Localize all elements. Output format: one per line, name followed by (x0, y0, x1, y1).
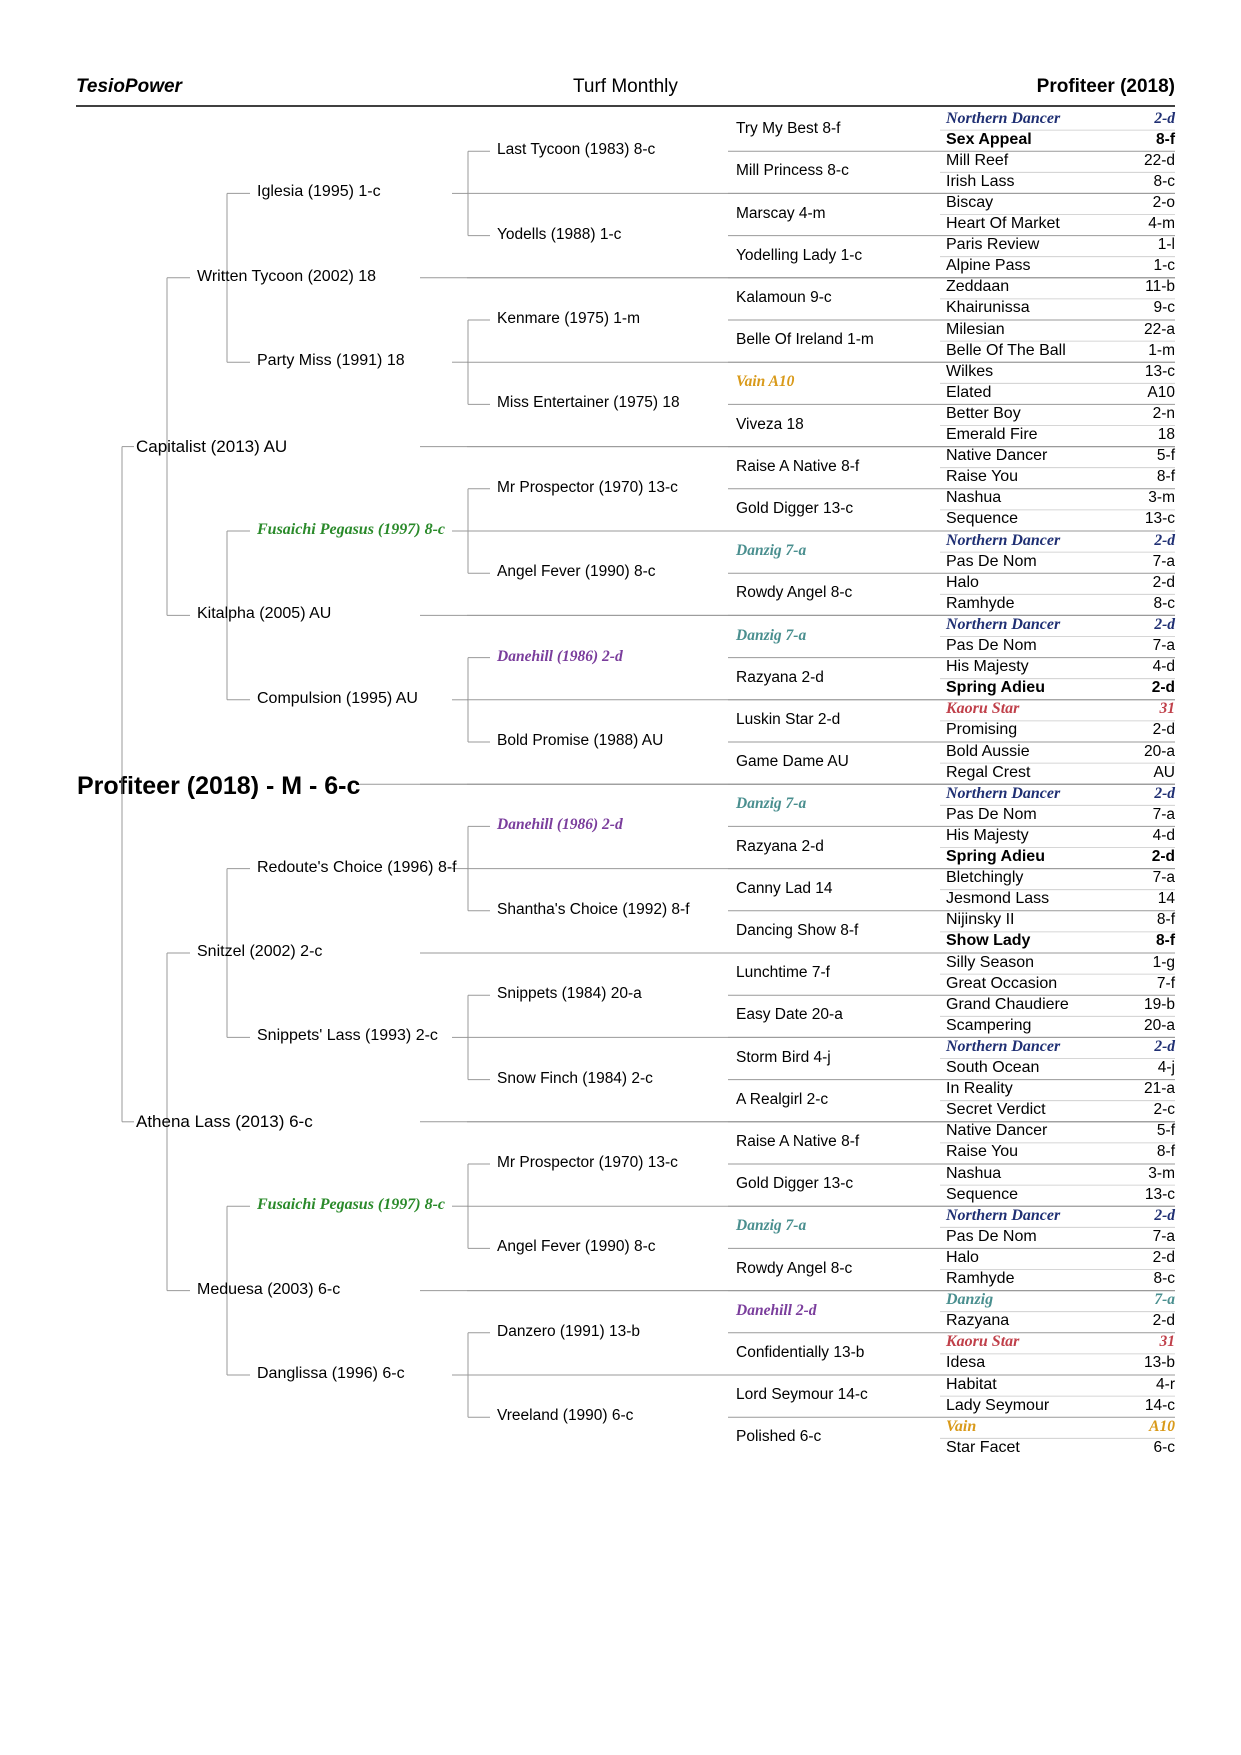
ancestor-gen4: Kenmare (1975) 1-m (497, 310, 641, 327)
ancestor-gen6: Zeddaan (946, 278, 1010, 296)
ancestor-gen6: Star Facet (946, 1438, 1020, 1456)
family-number: 2-n (1152, 404, 1175, 422)
ancestor-gen5: Confidentially 13-b (736, 1343, 865, 1361)
family-number: 2-d (1154, 784, 1175, 802)
ancestor-gen6: Elated (946, 383, 992, 401)
ancestor-gen6: Regal Crest (946, 763, 1031, 781)
ancestor-gen5: Raise A Native 8-f (736, 1132, 860, 1150)
family-number: 8-c (1153, 594, 1175, 612)
ancestor-gen6: Alpine Pass (946, 257, 1031, 275)
ancestor-gen5: Lunchtime 7-f (736, 964, 830, 982)
family-number: AU (1153, 763, 1175, 781)
family-number: 1-l (1157, 236, 1175, 254)
family-number: 4-d (1152, 826, 1175, 844)
subject-horse: Profiteer (2018) - M - 6-c (77, 772, 361, 800)
ancestor-gen3: Snippets' Lass (1993) 2-c (257, 1027, 438, 1045)
family-number: 13-b (1143, 1354, 1175, 1372)
ancestor-gen6: Kaoru Star (946, 700, 1020, 718)
family-number: 6-c (1153, 1438, 1175, 1456)
ancestor-gen6: Great Occasion (946, 974, 1058, 992)
ancestor-gen5: Luskin Star 2-d (736, 710, 841, 728)
ancestor-gen6: His Majesty (946, 658, 1029, 676)
ancestor-gen6: Mill Reef (946, 151, 1009, 169)
family-number: 8-f (1156, 468, 1175, 486)
family-number: A10 (1149, 1417, 1175, 1435)
ancestor-gen4: Shantha's Choice (1992) 8-f (497, 900, 690, 918)
family-number: 7-a (1154, 1291, 1175, 1309)
ancestor-gen6: Bold Aussie (946, 742, 1030, 760)
ancestor-gen3: Fusaichi Pegasus (1997) 8-c (257, 521, 445, 538)
ancestor-gen4: Snow Finch (1984) 2-c (497, 1069, 653, 1087)
family-number: A10 (1147, 383, 1175, 401)
ancestor-gen5: Storm Bird 4-j (736, 1048, 831, 1066)
ancestor-gen5: Razyana 2-d (736, 837, 824, 855)
family-number: 2-d (1154, 1206, 1175, 1224)
ancestor-gen6: Sex Appeal (946, 130, 1032, 148)
family-number: 7-a (1152, 637, 1175, 655)
ancestor-gen4: Yodells (1988) 1-c (497, 225, 622, 243)
family-number: 2-d (1154, 531, 1175, 549)
ancestor-gen6: Northern Dancer (946, 1206, 1061, 1224)
ancestor-gen5: Easy Date 20-a (736, 1006, 843, 1024)
family-number: 2-o (1152, 193, 1175, 211)
family-number: 9-c (1153, 299, 1175, 317)
ancestor-gen6: Northern Dancer (946, 615, 1061, 633)
ancestor-gen6: Native Dancer (946, 447, 1048, 465)
ancestor-gen6: Halo (946, 1248, 979, 1266)
ancestor-gen6: Raise You (946, 468, 1019, 486)
ancestor-gen5: Razyana 2-d (736, 668, 824, 686)
family-number: 31 (1159, 700, 1175, 718)
ancestor-gen6: Northern Dancer (946, 784, 1061, 802)
ancestor-gen5: Gold Digger 13-c (736, 1175, 854, 1193)
ancestor-gen5: Dancing Show 8-f (736, 921, 859, 939)
ancestor-gen3: Fusaichi Pegasus (1997) 8-c (257, 1196, 445, 1214)
family-number: 2-d (1152, 1248, 1175, 1266)
ancestor-gen4: Danehill (1986) 2-d (497, 647, 623, 665)
ancestor-gen6: Nashua (946, 1164, 1002, 1182)
ancestor-gen5: Try My Best 8-f (736, 120, 841, 138)
family-number: 8-f (1156, 130, 1175, 148)
ancestor-gen6: Northern Dancer (946, 531, 1061, 549)
ancestor-gen5: Marscay 4-m (736, 204, 826, 222)
family-number: 1-c (1153, 257, 1175, 275)
family-number: 2-d (1151, 848, 1175, 866)
ancestor-gen4: Angel Fever (1990) 8-c (497, 1238, 656, 1256)
ancestor-gen5: Raise A Native 8-f (736, 457, 860, 475)
ancestor-gen6: Ramhyde (946, 1270, 1015, 1288)
ancestor-gen6: Pas De Nom (946, 805, 1037, 823)
ancestor-gen6: Halo (946, 573, 979, 591)
ancestor-gen6: Pas De Nom (946, 552, 1037, 570)
family-number: 7-f (1156, 974, 1175, 992)
family-number: 7-a (1152, 805, 1175, 823)
family-number: 22-a (1143, 320, 1175, 338)
ancestor-gen4: Miss Entertainer (1975) 18 (497, 394, 680, 412)
ancestor-gen6: Irish Lass (946, 172, 1015, 190)
family-number: 4-d (1152, 658, 1175, 676)
ancestor-gen5: Rowdy Angel 8-c (736, 584, 853, 602)
family-number: 4-r (1156, 1375, 1175, 1393)
ancestor-gen5: Danzig 7-a (736, 795, 807, 813)
ancestor-gen2: Snitzel (2002) 2-c (197, 943, 323, 960)
ancestor-gen6: Biscay (946, 193, 994, 211)
ancestor-gen4: Danehill (1986) 2-d (497, 816, 623, 834)
ancestor-gen4: Snippets (1984) 20-a (497, 985, 642, 1003)
ancestor-gen2: Written Tycoon (2002) 18 (197, 267, 377, 285)
ancestor-gen6: Silly Season (946, 953, 1035, 971)
ancestor-gen3: Redoute's Choice (1996) 8-f (257, 858, 457, 876)
ancestor-gen6: Emerald Fire (946, 426, 1038, 444)
ancestor-gen6: South Ocean (946, 1059, 1040, 1077)
ancestor-gen6: Heart Of Market (946, 215, 1060, 233)
ancestor-gen6: Secret Verdict (946, 1101, 1046, 1119)
family-number: 1-g (1152, 953, 1175, 971)
ancestor-gen5: Mill Princess 8-c (736, 162, 849, 180)
ancestor-gen3: Iglesia (1995) 1-c (257, 183, 381, 201)
family-number: 19-b (1143, 995, 1175, 1013)
family-number: 4-j (1157, 1059, 1175, 1077)
family-number: 14 (1157, 890, 1175, 908)
ancestor-gen6: Native Dancer (946, 1122, 1048, 1140)
ancestor-gen6: Pas De Nom (946, 637, 1037, 655)
ancestor-gen6: Kaoru Star (946, 1333, 1020, 1351)
family-number: 20-a (1143, 1016, 1175, 1034)
ancestor-gen6: Milesian (946, 320, 1005, 338)
ancestor-gen5: Kalamoun 9-c (736, 288, 832, 306)
family-number: 14-c (1144, 1396, 1175, 1414)
family-number: 8-c (1153, 1270, 1175, 1288)
ancestor-gen5: Vain A10 (736, 373, 795, 391)
ancestor-gen6: In Reality (946, 1080, 1013, 1098)
horse-title: Profiteer (2018) (1036, 76, 1175, 97)
ancestor-gen5: Polished 6-c (736, 1428, 822, 1446)
family-number: 1-m (1148, 341, 1175, 359)
family-number: 5-f (1156, 1122, 1175, 1140)
family-number: 7-a (1152, 1227, 1175, 1245)
ancestor-gen6: Sequence (946, 510, 1019, 528)
family-number: 3-m (1148, 1164, 1175, 1182)
ancestor-gen6: Pas De Nom (946, 1227, 1037, 1245)
ancestor-gen6: Scampering (946, 1016, 1032, 1034)
ancestor-gen6: Nashua (946, 489, 1002, 507)
ancestor-gen6: Razyana (946, 1312, 1010, 1330)
ancestor-gen6: Jesmond Lass (946, 890, 1050, 908)
ancestor-gen6: Spring Adieu (946, 848, 1045, 866)
ancestor-gen6: His Majesty (946, 826, 1029, 844)
family-number: 2-d (1152, 573, 1175, 591)
family-number: 20-a (1143, 742, 1175, 760)
family-number: 2-d (1154, 615, 1175, 633)
family-number: 2-d (1154, 1037, 1175, 1055)
family-number: 21-a (1143, 1080, 1175, 1098)
family-number: 31 (1159, 1333, 1175, 1351)
ancestor-gen1: Athena Lass (2013) 6-c (136, 1111, 313, 1131)
family-number: 18 (1157, 426, 1175, 444)
family-number: 2-c (1153, 1101, 1175, 1119)
family-number: 8-c (1153, 172, 1175, 190)
ancestor-gen6: Belle Of The Ball (946, 341, 1066, 359)
ancestor-gen6: Vain (946, 1417, 977, 1435)
ancestor-gen5: Lord Seymour 14-c (736, 1386, 868, 1404)
family-number: 5-f (1156, 447, 1175, 465)
brand-title: TesioPower (76, 76, 182, 97)
ancestor-gen5: A Realgirl 2-c (736, 1090, 829, 1108)
ancestor-gen4: Mr Prospector (1970) 13-c (497, 478, 678, 496)
ancestor-gen6: Nijinsky II (946, 911, 1015, 929)
ancestor-gen5: Game Dame AU (736, 753, 849, 771)
ancestor-gen6: Northern Dancer (946, 1037, 1061, 1055)
ancestor-gen3: Compulsion (1995) AU (257, 689, 418, 707)
family-number: 2-d (1152, 1312, 1175, 1330)
family-number: 8-f (1156, 911, 1175, 929)
ancestor-gen6: Raise You (946, 1143, 1019, 1161)
ancestor-gen6: Paris Review (946, 236, 1040, 254)
family-number: 3-m (1148, 489, 1175, 507)
ancestor-gen4: Angel Fever (1990) 8-c (497, 563, 656, 581)
ancestor-gen6: Show Lady (946, 932, 1031, 950)
ancestor-gen3: Party Miss (1991) 18 (257, 352, 405, 370)
ancestor-gen5: Gold Digger 13-c (736, 499, 854, 517)
ancestor-gen6: Spring Adieu (946, 679, 1045, 697)
ancestor-gen5: Danzig 7-a (736, 542, 807, 560)
ancestor-gen6: Khairunissa (946, 299, 1030, 317)
family-number: 7-a (1152, 869, 1175, 887)
family-number: 4-m (1148, 215, 1175, 233)
ancestor-gen4: Danzero (1991) 13-b (497, 1322, 641, 1340)
ancestor-gen6: Ramhyde (946, 594, 1015, 612)
ancestor-gen6: Sequence (946, 1185, 1019, 1203)
publication-title: Turf Monthly (573, 76, 678, 97)
family-number: 2-d (1154, 109, 1175, 127)
ancestor-gen5: Danzig 7-a (736, 1217, 807, 1235)
ancestor-gen3: Danglissa (1996) 6-c (257, 1365, 405, 1382)
ancestor-gen5: Danehill 2-d (736, 1301, 817, 1319)
ancestor-gen6: Promising (946, 721, 1018, 739)
family-number: 2-d (1151, 679, 1175, 697)
ancestor-gen6: Grand Chaudiere (946, 995, 1069, 1013)
ancestor-gen6: Habitat (946, 1375, 997, 1393)
ancestor-gen6: Bletchingly (946, 869, 1024, 887)
ancestor-gen5: Viveza 18 (736, 415, 804, 433)
family-number: 13-c (1144, 362, 1175, 380)
ancestor-gen4: Vreeland (1990) 6-c (497, 1407, 634, 1425)
family-number: 7-a (1152, 552, 1175, 570)
family-number: 8-f (1156, 1143, 1175, 1161)
ancestor-gen4: Mr Prospector (1970) 13-c (497, 1154, 678, 1171)
ancestor-gen6: Danzig (946, 1291, 994, 1309)
ancestor-gen2: Meduesa (2003) 6-c (197, 1280, 341, 1298)
ancestor-gen5: Rowdy Angel 8-c (736, 1259, 853, 1277)
family-number: 8-f (1156, 932, 1175, 950)
ancestor-gen6: Wilkes (946, 362, 994, 380)
ancestor-gen5: Danzig 7-a (736, 626, 807, 644)
family-number: 11-b (1145, 278, 1175, 296)
ancestor-gen6: Lady Seymour (946, 1396, 1050, 1414)
ancestor-gen4: Last Tycoon (1983) 8-c (497, 141, 656, 159)
family-number: 2-d (1152, 721, 1175, 739)
family-number: 13-c (1144, 510, 1175, 528)
ancestor-gen6: Better Boy (946, 404, 1021, 422)
ancestor-gen5: Yodelling Lady 1-c (736, 246, 863, 264)
family-number: 22-d (1143, 151, 1175, 169)
ancestor-gen1: Capitalist (2013) AU (136, 436, 288, 456)
ancestor-gen5: Belle Of Ireland 1-m (736, 331, 874, 349)
ancestor-gen4: Bold Promise (1988) AU (497, 732, 664, 749)
ancestor-gen2: Kitalpha (2005) AU (197, 605, 332, 623)
ancestor-gen6: Northern Dancer (946, 109, 1061, 127)
ancestor-gen5: Canny Lad 14 (736, 879, 833, 897)
ancestor-gen6: Idesa (946, 1354, 986, 1372)
family-number: 13-c (1144, 1185, 1175, 1203)
